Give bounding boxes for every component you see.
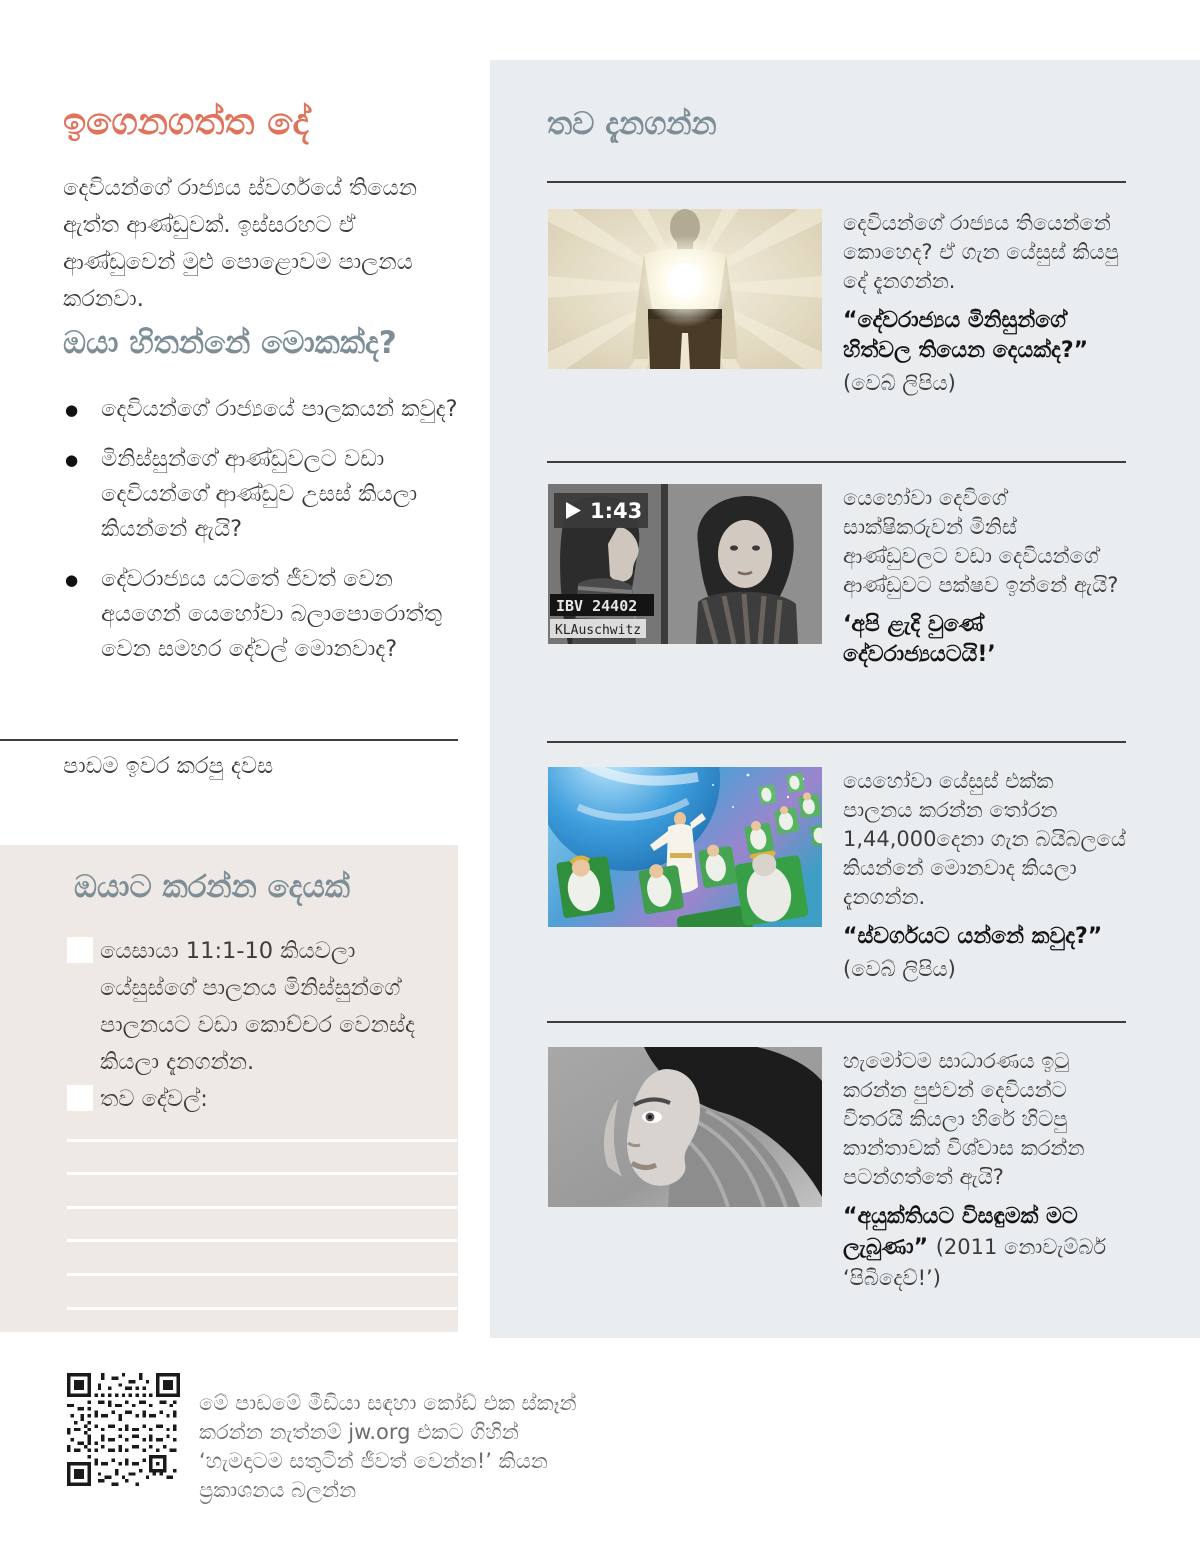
heavenly-kings-on-thrones-illustration[interactable] [548,767,822,927]
think-question: ● මිනිස්සුන්ගේ ආණ්ඩුවලට වඩා දෙවියන්ගේ ආණ්ඩුව උසස් කියලා කියන්නේ ඇයි? [63,442,475,547]
find-out-more-panel [490,60,1200,1338]
learned-section-title: ඉගෙනගත්ත දේ [63,100,309,143]
write-line[interactable] [67,1307,457,1310]
find-out-more-title: තව දැනගන්න [547,106,717,142]
write-line[interactable] [67,1273,457,1276]
qr-caption: මේ පාඩමේ මීඩියා සඳහා කෝඩ් එක ස්කෑන් කරන්න නැත්නම් jw.org එකට ගිහින් ‘හැමදාටම සතුටින් ජීවත් වෙන්න!’ කියන ප්‍රකාශනය බලන්න [199,1391,577,1502]
article-title-link[interactable]: “දේවරාජ්‍යය මිනිසුන්ගේ හිත්වල තියෙන දෙයක්ද?” [843,308,1089,363]
video-duration-badge [554,493,648,528]
learned-section-body: දෙවියන්ගේ රාජ්‍යය ස්වර්ගයේ තියෙන ඇත්ත ආණ්ඩුවක්. ඉස්සරහට ඒ ආණ්ඩුවෙන් මුළු පොළොවම පාලනය කරනවා. [63,175,417,312]
learn-more-lead: යෙහෝවා දෙවිගේ සාක්ෂිකරුවන් මිනිස් ආණ්ඩුවලට වඩා දෙවියන්ගේ ආණ්ඩුවට පක්ෂව ඉන්නේ ඇයි? [843,486,1119,597]
learn-more-item [548,484,1133,670]
frontal-mugshot [696,496,798,644]
todo-item-2-label: තව දේවල්: [100,1086,208,1112]
todo-checkbox-1[interactable] [67,937,93,963]
write-line[interactable] [67,1239,457,1242]
write-line[interactable] [67,1172,457,1175]
things-to-do-title: ඔයාට කරන්න දෙයක් [74,869,350,905]
write-line[interactable] [67,1206,457,1209]
source-type-label: (2011 නොවැම්බර් ‘පිබිදෙව්!’) [843,1235,1107,1290]
prisoner-mugshot-video-thumbnail[interactable] [548,484,822,644]
think-question: ● දෙවියන්ගේ රාජ්‍යයේ පාලකයන් කවුද? [63,392,475,427]
learn-more-item [548,1047,1133,1294]
svg-text:1:43: 1:43 [590,499,643,523]
man-with-glowing-heart-illustration[interactable] [548,209,822,369]
learn-more-item [548,209,1133,398]
video-title-link[interactable]: ‘අපි ළැදි වුණේ දේවරාජ්‍යයටයි!’ [843,612,996,667]
things-to-do-box [0,845,458,1332]
separator [547,741,1126,743]
todo-item-1-text: යෙසායා 11:1-10 කියවලා යේසුස්ගේ පාලනය මිනිස්සුන්ගේ පාලනයට වඩා කොච්චර වෙනස්ද කියලා දැනගන්න. [100,938,416,1075]
article-title-link[interactable]: “අයුක්තියට විසඳුමක් මට ලැබුණා” (2011 නොවැම්බර් ‘පිබිදෙව්!’) [843,1204,1107,1290]
separator [547,461,1126,463]
write-line[interactable] [67,1139,457,1142]
think-question: ● දේවරාජ්‍යය යටතේ ජීවත් වෙන අයගෙන් යෙහෝවා බලාපොරොත්තු වෙන සමහර දේවල් මොනවාද? [63,562,475,667]
prisoner-id-plate [550,594,654,638]
source-type-label: (වෙබ් ලිපිය) [843,371,956,395]
source-type-label: (වෙබ් ලිපිය) [843,957,956,981]
svg-text:KLAuschwitz: KLAuschwitz [555,623,642,638]
learn-more-lead: හැමෝටම සාධාරණය ඉටු කරන්න පුළුවන් දෙවියන්ට විතරයි කියලා හිරේ හිටපු කාන්තාවක් විශ්වාස කරන්න පටන්ගත්තේ ඇයි? [843,1049,1085,1189]
qr-code[interactable] [67,1373,180,1486]
lesson-completed-label: පාඩම ඉවර කරපු දවස [63,753,274,779]
lesson-date-write-line[interactable] [0,739,458,741]
learn-more-lead: යෙහෝවා යේසුස් එක්ක පාලනය කරන්න තෝරන 1,44,000දෙනා ගැන බයිබලයේ කියන්නේ මොනවාද කියලා දැනගන්න. [843,769,1126,909]
learn-more-item [548,767,1133,984]
what-do-you-think-title: ඔයා හිතන්නේ මොකක්ද? [63,325,397,361]
think-question-list [63,392,475,682]
svg-text:IBV 24402: IBV 24402 [556,597,638,615]
qr-code-image [67,1373,180,1486]
learn-more-lead: දෙවියන්ගේ රාජ්‍යය තියෙන්නේ කොහෙද? ඒ ගැන යේසුස් කියපු දේ දැනගන්න. [843,211,1119,293]
todo-checkbox-2[interactable] [67,1085,93,1111]
article-title-link[interactable]: “ස්වර්ගයට යන්නේ කවුද?” [843,924,1103,949]
separator [547,181,1126,183]
separator [547,1021,1126,1023]
woman-portrait-photo[interactable] [548,1047,822,1207]
